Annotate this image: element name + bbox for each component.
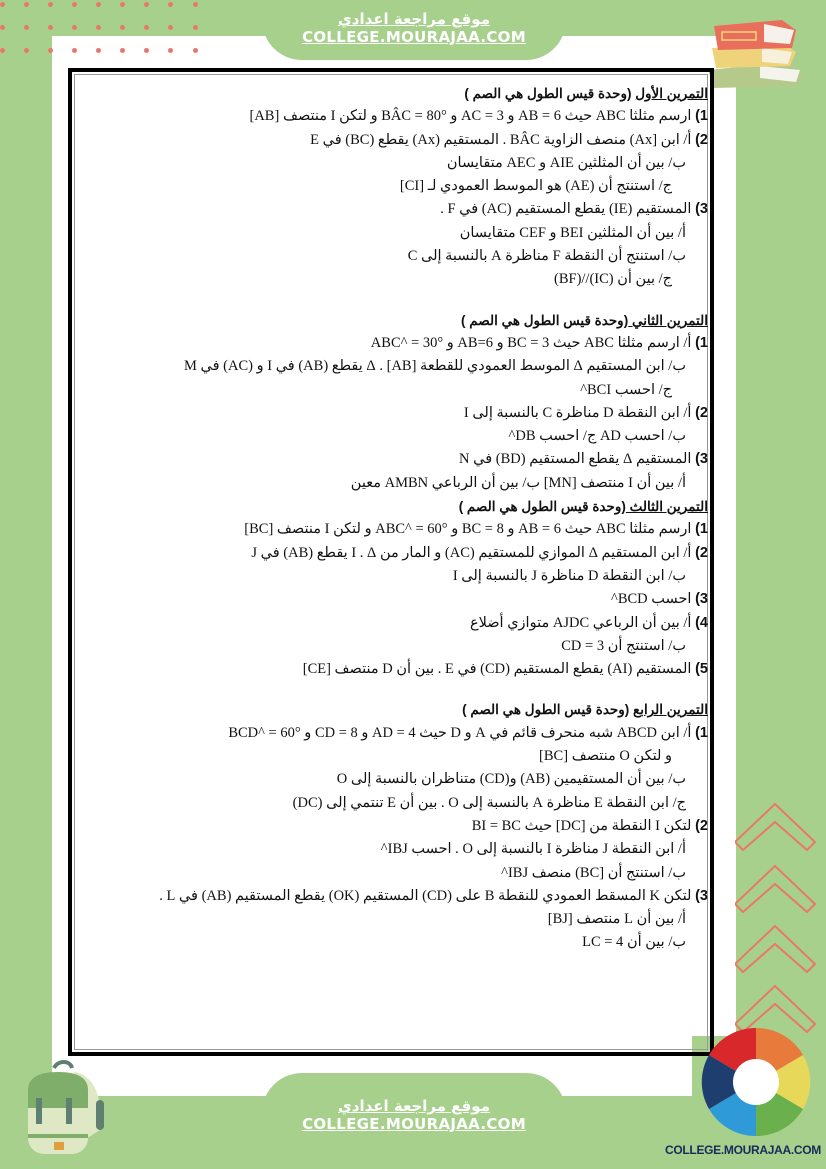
site-logo-wheel-icon [696, 1024, 816, 1144]
exercise-1-item: 2) أ/ ابن [Ax) منصف الزاوية BÂC . المستقيم (Ax) يقطع (BC) في E [310, 131, 708, 148]
site-banner-bottom[interactable] [262, 1073, 566, 1169]
exercise-4-item: و لتكن O منتصف [BC] [539, 748, 672, 765]
exercise-3-item: 1) ارسم مثلثا ABC حيث AB = 6 و BC = 8 و ABC^ = 60° و لتكن I منتصف [BC] [244, 521, 708, 538]
exercise-3-item: 5) المستقيم (AI) يقطع المستقيم (CD) في E . بين أن D منتصف [CE] [302, 661, 708, 678]
logo-url-text[interactable]: COLLEGE.MOURAJAA.COM [664, 1143, 821, 1157]
banner-url-link[interactable]: COLLEGE.MOURAJAA.COM [302, 1115, 526, 1133]
exercise-1-title: التمرين الأول (وحدة قيس الطول هي الصم ) [464, 86, 708, 101]
banner-arabic-title: موقع مراجعة اعدادي [338, 1097, 490, 1115]
exercise-1-item: ج/ بين أن (IC)//(BF) [553, 271, 672, 288]
exercise-3-item: 3) احسب BCD^ [611, 591, 708, 608]
exercise-4-item: ب/ بين أن المستقيمين (AB) و(CD) متناظران بالنسبة إلى O [336, 771, 686, 788]
exercise-4-item: ج/ ابن النقطة E مناظرة A بالنسبة إلى O . بين أن E تنتمي إلى (DC) [292, 794, 686, 811]
chevron-up-icon [735, 790, 821, 1035]
banner-arabic-title: موقع مراجعة اعدادي [338, 10, 490, 28]
backpack-icon [14, 1060, 106, 1160]
books-icon [700, 12, 810, 90]
exercise-3-item: 4) أ/ بين أن الرباعي AJDC متوازي أضلاع [469, 614, 708, 631]
exercise-3-title: التمرين الثالث (وحدة قيس الطول هي الصم ) [458, 499, 708, 515]
exercise-2-title: التمرين الثاني (وحدة قيس الطول هي الصم ) [461, 312, 708, 328]
exercise-4-item: 3) لتكن K المسقط العمودي للنقطة B على (CD) المستقيم (OK) يقطع المستقيم (AB) في L . [159, 887, 708, 904]
exercise-1-item: 1) ارسم مثلثا ABC حيث AB = 6 و AC = 3 و BÂC = 80° و لتكن I منتصف [AB] [249, 108, 708, 125]
banner-url-link[interactable]: COLLEGE.MOURAJAA.COM [302, 28, 526, 46]
exercise-2-item: ج/ احسب BCI^ [580, 381, 672, 398]
exercise-1-item: ب/ بين أن المثلثين AIE و AEC متقايسان [446, 154, 686, 171]
exercise-3-item: ب/ ابن النقطة D مناظرة J بالنسبة إلى I [452, 567, 686, 584]
exercise-2-item: أ/ بين أن I منتصف [MN] ب/ بين أن الرباعي AMBN معين [350, 474, 686, 491]
exercise-2-item: ب/ ابن المستقيم Δ الموسط العمودي للقطعة [AB] . Δ يقطع (AB) في I و (AC) في M [183, 358, 686, 375]
exercise-4-item: أ/ ابن النقطة J مناظرة I بالنسبة إلى O . احسب IBJ^ [380, 841, 686, 858]
exercise-1-item: ب/ استنتج أن النقطة F مناظرة A بالنسبة إلى C [407, 248, 686, 265]
exercise-3-item: ب/ استنتج أن CD = 3 [561, 637, 686, 654]
left-band [0, 0, 52, 1169]
exercise-3-item: 2) أ/ ابن المستقيم Δ الموازي للمستقيم (AC) و المار من I . Δ يقطع (AB) في J [251, 544, 708, 561]
exercise-4-item: 2) لتكن I النقطة من [DC] حيث BI = BC [471, 817, 708, 834]
exercise-1-item: ج/ استنتج أن (AE) هو الموسط العمودي لـ [CI] [399, 178, 672, 195]
exercise-4-item: ب/ استنتج أن [BC) منصف IBJ^ [501, 864, 686, 881]
exercise-4-item: أ/ بين أن L منتصف [BJ] [547, 911, 686, 928]
exercise-4-item: 1) أ/ ابن ABCD شبه منحرف قائم في A و D حيث AD = 4 و CD = 8 و BCD^ = 60° [228, 724, 708, 741]
exercise-2-item: ب/ احسب AD ج/ احسب DB^ [508, 428, 686, 445]
exercise-2-item: 2) أ/ ابن النقطة D مناظرة C بالنسبة إلى I [463, 404, 708, 421]
exercise-2-item: 3) المستقيم Δ يقطع المستقيم (BD) في N [459, 451, 708, 468]
exercise-1-item: أ/ بين أن المثلثين BEI و CEF متقايسان [459, 224, 686, 241]
decorative-dots [0, 0, 200, 56]
site-banner-top[interactable] [262, 0, 566, 60]
exercise-4-title: التمرين الرابع (وحدة قيس الطول هي الصم ) [462, 702, 708, 718]
exercise-2-item: 1) أ/ ارسم مثلثا ABC حيث BC = 3 و AB=6 و ABC^ = 30° [370, 334, 708, 351]
exercise-1-item: 3) المستقيم (IE) يقطع المستقيم (AC) في F . [440, 201, 708, 218]
exercise-4-item: ب/ بين أن LC = 4 [582, 934, 686, 951]
worksheet-content [159, 82, 708, 955]
